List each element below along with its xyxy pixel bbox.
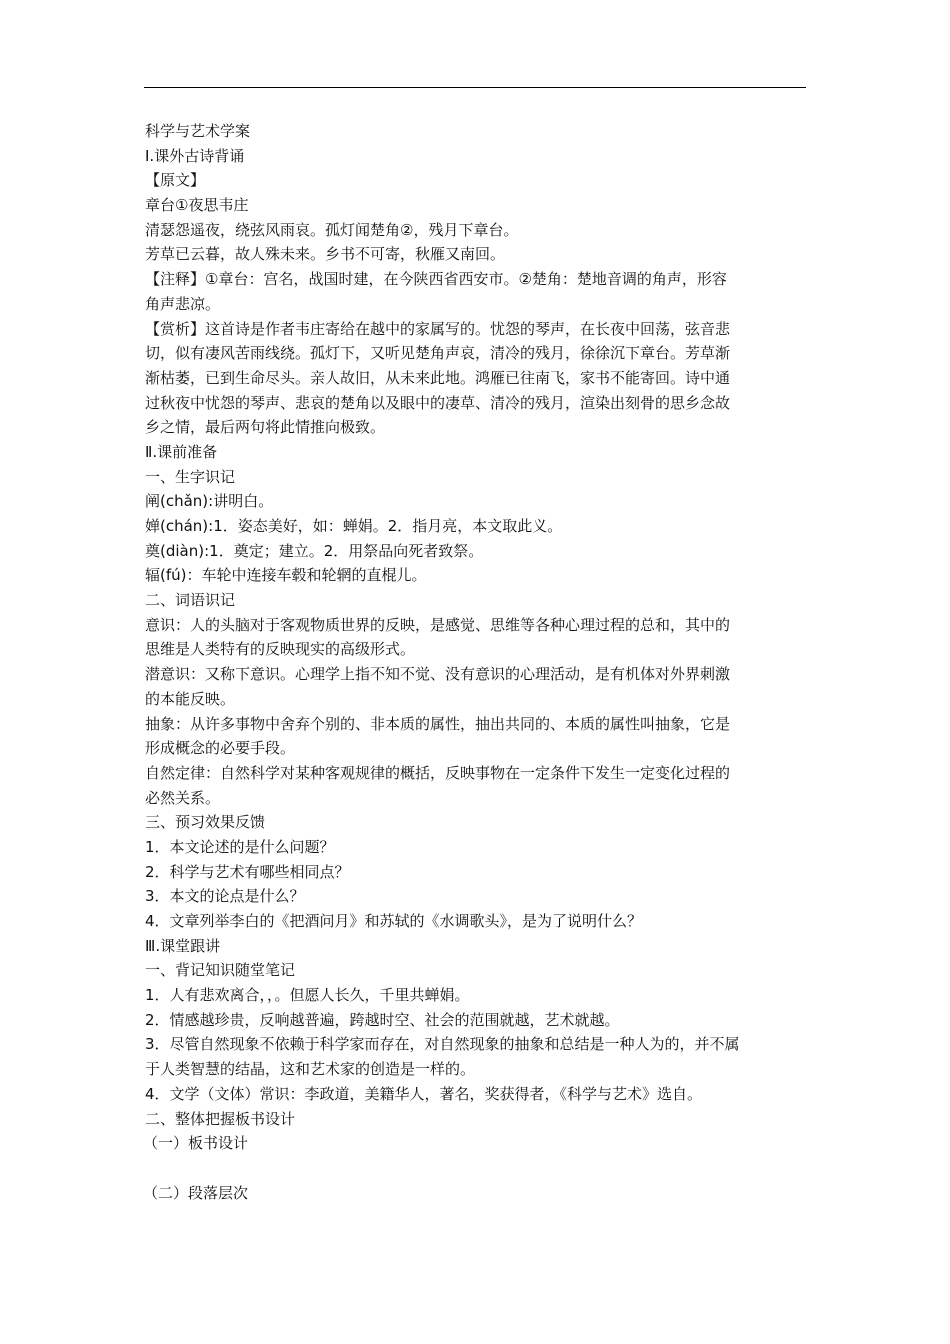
annotation-line: 角声悲凉。 [145,294,221,313]
subheading: 二、词语识记 [145,591,236,610]
board-design-heading: （一）板书设计 [143,1134,249,1153]
vocabulary-line: 潜意识：又称下意识。心理学上指不知不觉、没有意识的心理活动，是有机体对外界刺激 [145,665,731,684]
vocabulary-line: 思维是人类特有的反映现实的高级形式。 [145,640,416,659]
document-title: 科学与艺术学案 [145,122,251,140]
paragraph-structure-heading: （二）段落层次 [143,1183,249,1202]
note-item: 3．尽管自然现象不依赖于科学家而存在，对自然现象的抽象和总结是一种人为的，并不属 [145,1035,740,1054]
section-heading-3: Ⅲ.课堂跟讲 [145,936,221,955]
subheading: 一、生字识记 [145,467,236,486]
question-item: 1．本文论述的是什么问题？ [145,837,335,856]
question-item: 2．科学与艺术有哪些相同点？ [145,862,350,881]
note-item: 1．人有悲欢离合，，。但愿人长久，千里共蝉娟。 [145,986,470,1005]
appreciation-line: 过秋夜中忧怨的琴声、悲哀的楚角以及眼中的凄草、清冷的残月，渲染出刻骨的思乡念故 [145,393,731,412]
note-item: 2．情感越珍贵，反响越普遍，跨越时空、社会的范围就越，艺术就越。 [145,1010,620,1029]
appreciation-line: 渐枯萎，已到生命尽头。亲人故旧，从未来此地。鸿雁已往南飞，家书不能寄回。诗中通 [145,368,731,387]
text-line: 【原文】 [145,171,206,190]
vocabulary-line: 的本能反映。 [145,689,236,708]
character-entry: 奠(diàn):1．奠定；建立。2．用祭品向死者致祭。 [145,541,484,560]
subheading: 三、预习效果反馈 [145,813,266,832]
character-entry: 阐(chǎn):讲明白。 [145,492,274,511]
section-heading-1: Ⅰ.课外古诗背诵 [145,146,245,165]
subheading: 一、背记知识随堂笔记 [145,961,296,980]
header-rule [144,87,806,88]
appreciation-line: 乡之情，最后两句将此情推向极致。 [145,418,386,437]
note-item: 4．文学（文体）常识：李政道，美籍华人，著名，奖获得者，《科学与艺术》选自。 [145,1084,703,1103]
note-item: 于人类智慧的结晶，这和艺术家的创造是一样的。 [145,1060,476,1079]
vocabulary-line: 形成概念的必要手段。 [145,739,296,758]
character-entry: 婵(chán):1．姿态美好，如：蝉娟。2．指月亮，本文取此义。 [145,517,563,535]
vocabulary-line: 必然关系。 [145,788,221,807]
character-entry: 辐(fú)：车轮中连接车毂和轮辋的直棍儿。 [145,566,427,585]
appreciation-line: 【赏析】这首诗是作者韦庄寄给在越中的家属写的。忧怨的琴声，在长夜中回荡，弦音悲 [145,319,731,338]
blank-space [145,1156,807,1181]
poem-line: 芳草已云暮，故人殊未来。乡书不可寄，秋雁又南回。 [145,245,506,264]
poem-line: 清瑟怨遥夜，绕弦风雨哀。孤灯闻楚角②，残月下章台。 [145,220,519,239]
section-heading-2: Ⅱ.课前准备 [145,442,218,461]
document-body [145,119,807,1205]
annotation-line: 【注释】①章台：宫名，战国时建，在今陕西省西安市。②楚角：楚地音调的角声，形容 [145,270,727,289]
question-item: 3．本文的论点是什么？ [145,887,305,906]
vocabulary-line: 抽象：从许多事物中舍弃个别的、非本质的属性，抽出共同的、本质的属性叫抽象，它是 [145,714,731,733]
subheading: 二、整体把握板书设计 [145,1109,296,1128]
vocabulary-line: 自然定律：自然科学对某种客观规律的概括，反映事物在一定条件下发生一定变化过程的 [145,763,731,782]
poem-title: 章台①夜思韦庄 [145,196,249,215]
question-item: 4．文章列举李白的《把酒问月》和苏轼的《水调歌头》，是为了说明什么？ [145,912,643,930]
vocabulary-line: 意识：人的头脑对于客观物质世界的反映，是感觉、思维等各种心理过程的总和，其中的 [145,615,731,634]
appreciation-line: 切，似有凄风苦雨线绕。孤灯下，又听见楚角声哀，清冷的残月，徐徐沉下章台。芳草渐 [145,344,731,363]
